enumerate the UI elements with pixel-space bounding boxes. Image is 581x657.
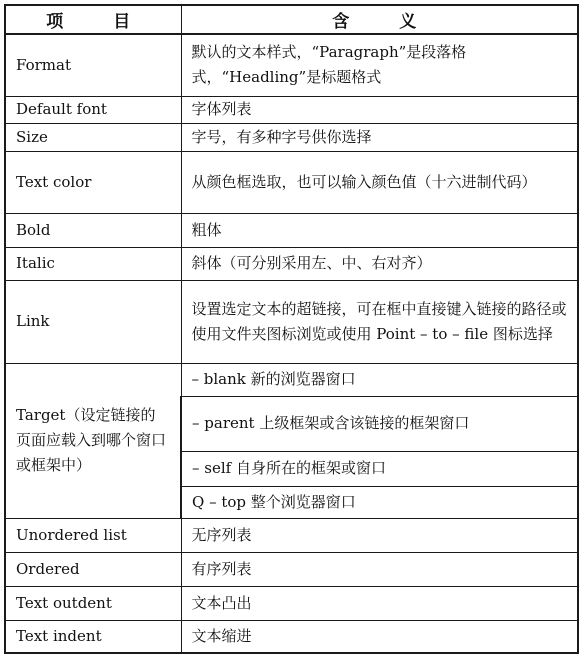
target-option-top: Q – top 整个浏览器窗口 bbox=[181, 486, 578, 518]
target-option-blank: – blank 新的浏览器窗口 bbox=[181, 363, 578, 396]
table-row-text-indent bbox=[5, 620, 578, 653]
target-option-parent: – parent 上级框架或含该链接的框架窗口 bbox=[181, 396, 578, 451]
attribute-table bbox=[4, 4, 579, 654]
meaning-cell: 从颜色框选取，也可以输入颜色值（十六进制代码） bbox=[181, 151, 578, 213]
header-row bbox=[5, 5, 578, 34]
header-meaning: 含 义 bbox=[181, 5, 578, 34]
table-row-italic bbox=[5, 247, 578, 280]
table-row-default-font bbox=[5, 96, 578, 123]
table-row-link bbox=[5, 280, 578, 363]
item-cell: Default font bbox=[5, 96, 181, 123]
meaning-cell: 有序列表 bbox=[181, 552, 578, 586]
meaning-cell: 文本凸出 bbox=[181, 586, 578, 620]
meaning-cell: 设置选定文本的超链接，可在框中直接键入链接的路径或使用文件夹图标浏览或使用 Point – to – file 图标选择 bbox=[181, 280, 578, 363]
item-cell: Link bbox=[5, 280, 181, 363]
meaning-cell: 文本缩进 bbox=[181, 620, 578, 653]
table-row-text-outdent bbox=[5, 586, 578, 620]
meaning-cell: 无序列表 bbox=[181, 518, 578, 552]
item-cell: Italic bbox=[5, 247, 181, 280]
table-row-bold bbox=[5, 213, 578, 247]
meaning-cell: 字号，有多种字号供你选择 bbox=[181, 123, 578, 151]
item-cell: Format bbox=[5, 34, 181, 96]
table-row-unordered-list bbox=[5, 518, 578, 552]
meaning-cell: 斜体（可分别采用左、中、右对齐） bbox=[181, 247, 578, 280]
meaning-cell: 字体列表 bbox=[181, 96, 578, 123]
item-cell: Text outdent bbox=[5, 586, 181, 620]
item-cell: Unordered list bbox=[5, 518, 181, 552]
table-row-format bbox=[5, 34, 578, 96]
table-row-ordered bbox=[5, 552, 578, 586]
target-option-self: – self 自身所在的框架或窗口 bbox=[181, 451, 578, 486]
item-cell: Text indent bbox=[5, 620, 181, 653]
item-cell: Size bbox=[5, 123, 181, 151]
meaning-cell: 粗体 bbox=[181, 213, 578, 247]
item-cell: Target（设定链接的页面应载入到哪个窗口或框架中） bbox=[5, 363, 181, 518]
header-item: 项 目 bbox=[5, 5, 181, 34]
item-cell: Bold bbox=[5, 213, 181, 247]
item-cell: Ordered bbox=[5, 552, 181, 586]
meaning-cell: 默认的文本样式，“Paragraph”是段落格式，“Headling”是标题格式 bbox=[181, 34, 578, 96]
table-row-size bbox=[5, 123, 578, 151]
table-row-text-color bbox=[5, 151, 578, 213]
item-cell: Text color bbox=[5, 151, 181, 213]
table-row-target bbox=[5, 363, 578, 396]
